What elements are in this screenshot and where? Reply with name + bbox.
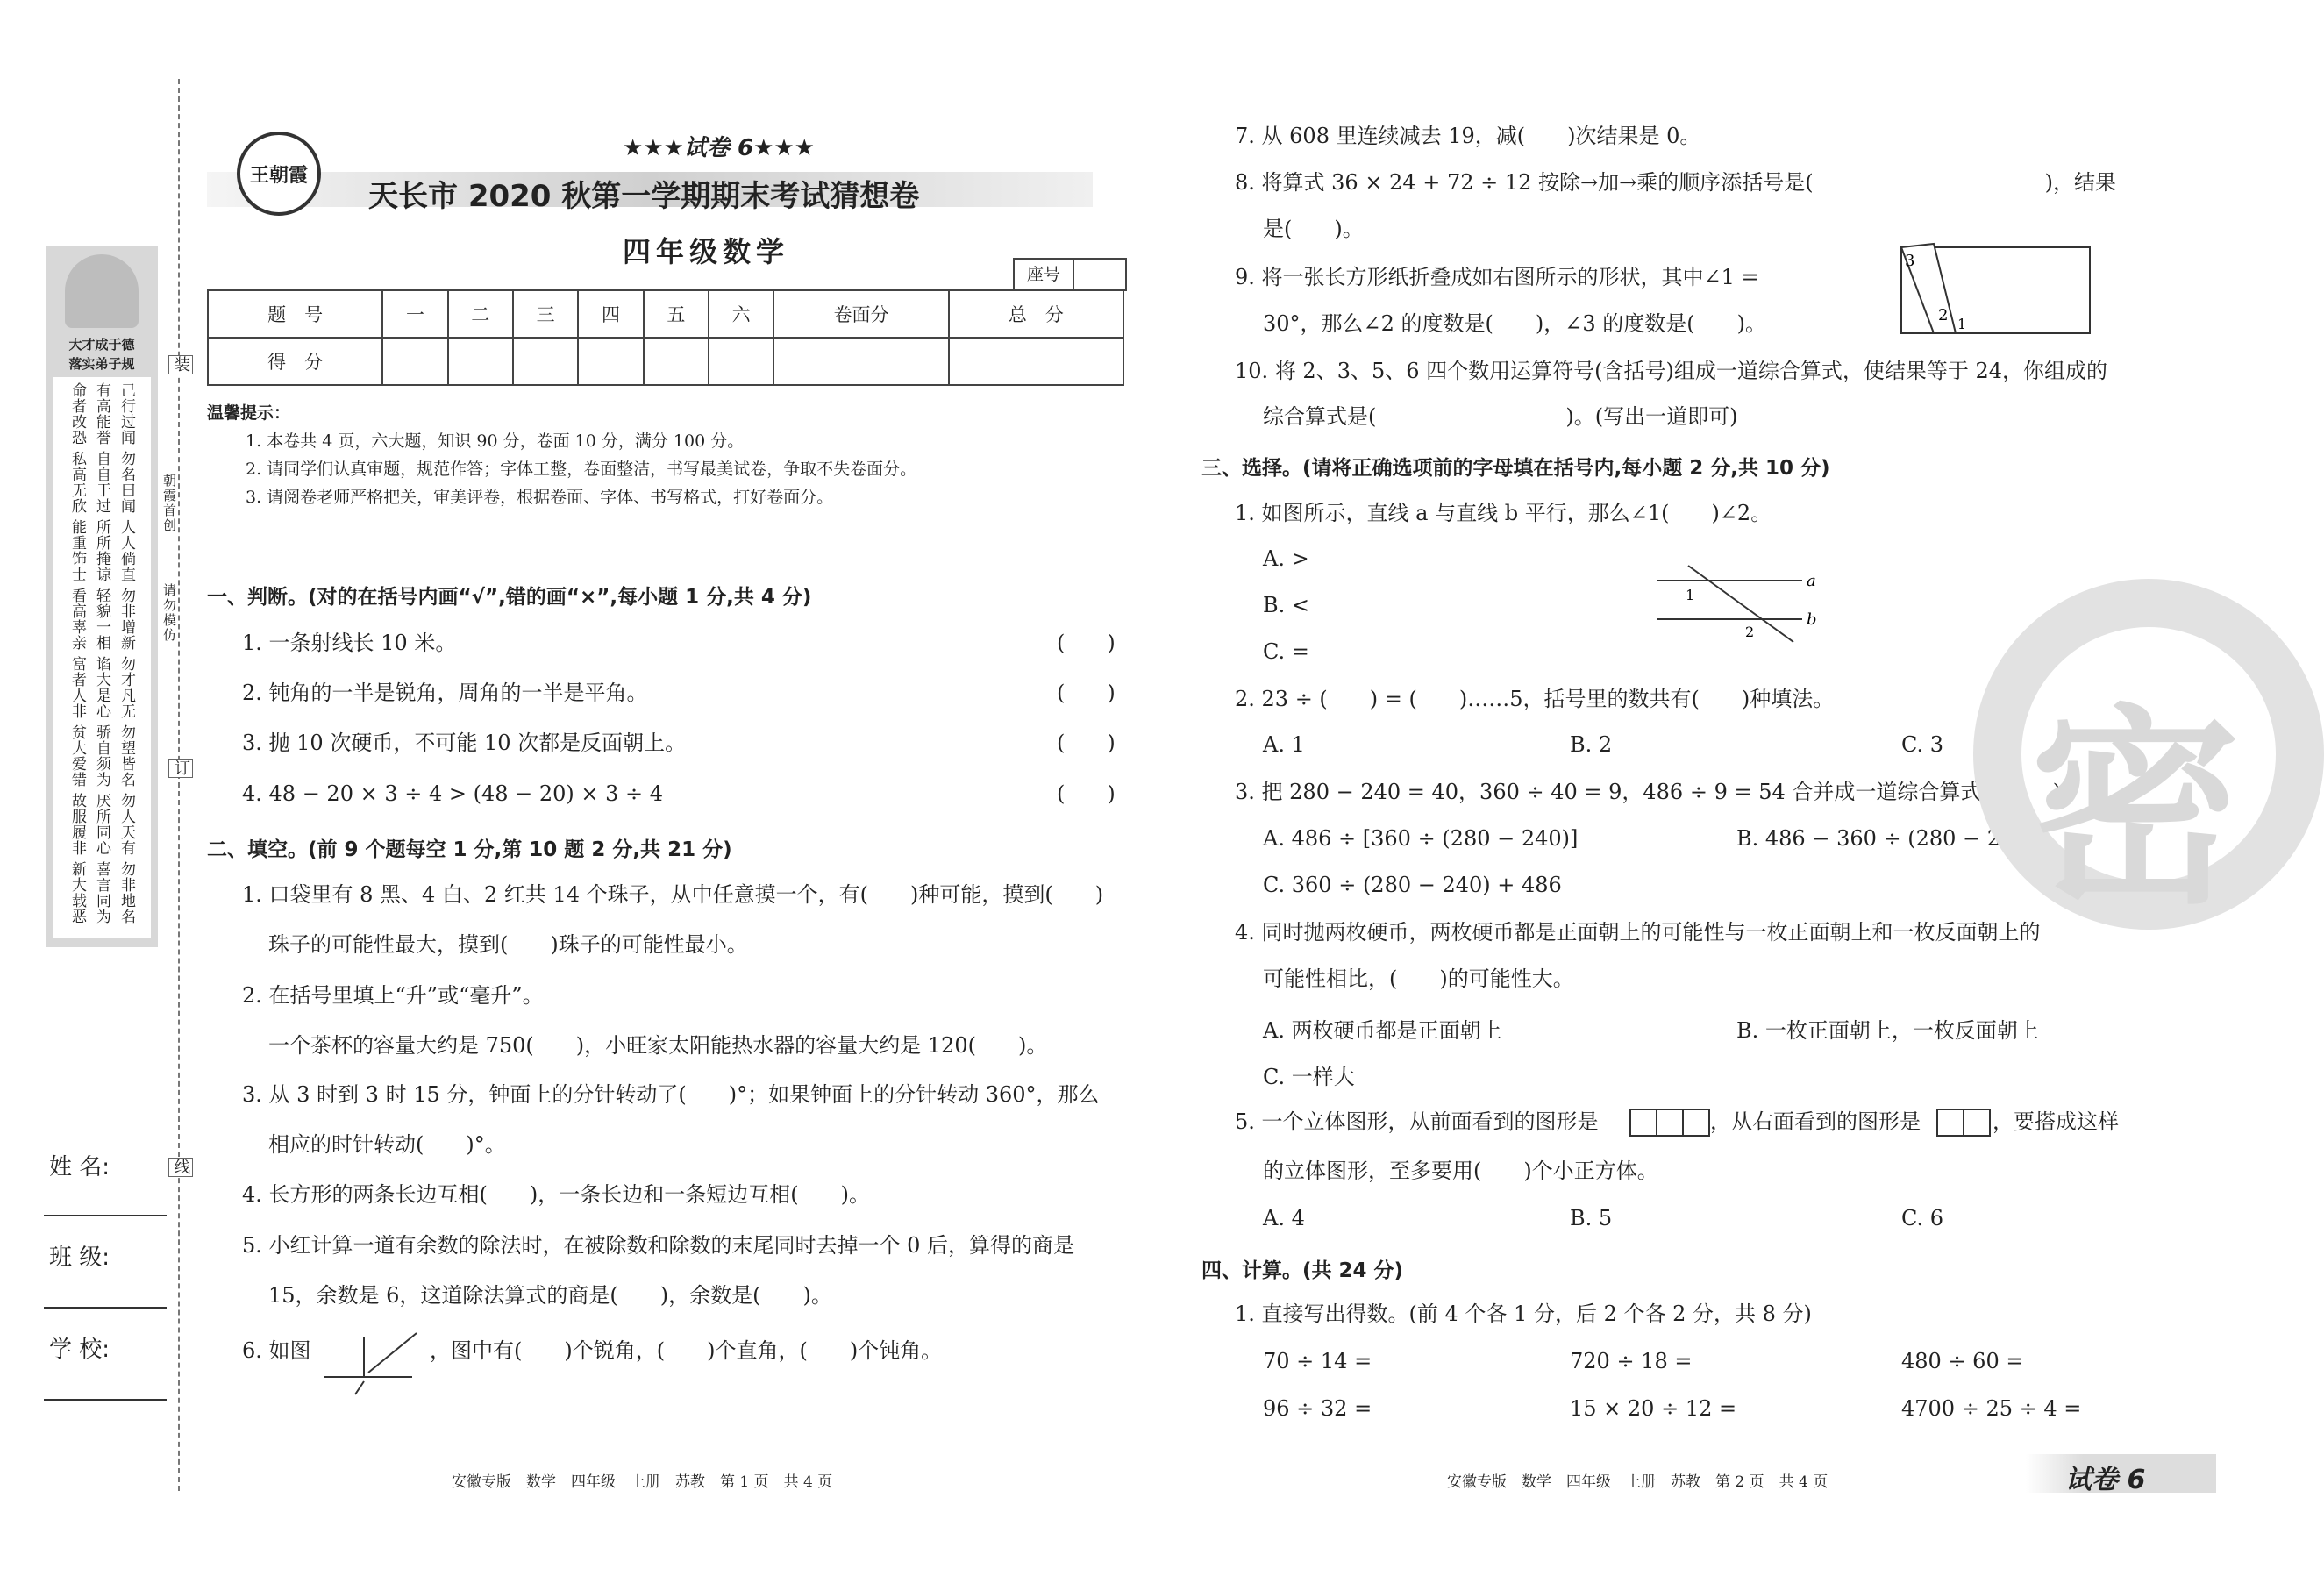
name-label: 姓 名: [49,1154,110,1180]
calc-item: 96 ÷ 32 = [1263,1396,1372,1421]
fill-line: 相应的时针转动( )°。 [268,1132,506,1157]
choice-option[interactable]: B. 5 [1570,1206,1613,1230]
section1-heading: 一、判断。(对的在括号内画“√”,错的画“×”,每小题 1 分,共 4 分) [207,586,812,609]
fold-label-4: 订 [168,759,193,778]
fill-line: 15，余数是 6，这道除法算式的商是( )，余数是( )。 [268,1283,832,1308]
score-table-header-row [208,290,1123,338]
motto-column: 新大载恶 [68,861,86,924]
choice-option[interactable]: B. 一枚正面朝上，一枚反面朝上 [1736,1018,2039,1043]
motto-column: 勿非增新 [118,588,135,651]
right-view-figure [1936,1109,1991,1137]
motto-group [53,451,151,514]
motto-column: 自自于过 [93,451,110,514]
calc-item: 4700 ÷ 25 ÷ 4 = [1901,1396,2082,1421]
motto-column: 命者改恐 [68,382,86,446]
score-input[interactable] [382,338,447,385]
choice-option[interactable]: C. 一样大 [1263,1065,1355,1089]
fill-line: 3. 从 3 时到 3 时 15 分，钟面上的分针转动了( )°；如果钟面上的分针转动 360°，那么 [242,1082,1100,1107]
calc-item: 70 ÷ 14 = [1263,1349,1372,1373]
tips-heading: 温馨提示： [207,403,291,423]
footer-right: 安徽专版 数学 四年级 上册 苏教 第 2 页 共 4 页 [1447,1473,1829,1491]
fill-line: ，图中有( )个锐角，( )个直角，( )个钝角。 [430,1338,943,1363]
motto-column: 骄自须为 [93,724,110,788]
school-label: 学 校: [49,1337,110,1363]
motto-column: 所所掩谅 [93,519,110,582]
calc-item: 720 ÷ 18 = [1570,1349,1693,1373]
score-input[interactable] [578,338,643,385]
paper-tag: ★★★试卷 6★★★ [623,135,815,161]
score-input[interactable] [709,338,773,385]
calc-item: 480 ÷ 60 = [1901,1349,2024,1373]
fold-angle-label: 3 [1905,252,1915,270]
section1-item: 1. 一条射线长 10 米。 [242,631,457,655]
tips-item: 2. 请同学们认真审题，规范作答；字体工整，卷面整洁，书写最美试卷，争取不失卷面分。 [246,460,917,479]
score-cell: 六 [709,290,773,338]
motto-column: 勿才凡无 [118,656,135,719]
school-field[interactable] [44,1399,167,1401]
motto-column: 贫大爱错 [68,724,86,788]
name-field[interactable] [44,1215,167,1216]
section3-heading: 三、选择。(请将正确选项前的字母填在括号内,每小题 2 分,共 10 分) [1201,457,1830,480]
choice-option[interactable]: B. 2 [1570,732,1613,757]
motto-group [53,724,151,788]
choice-question: 2. 23 ÷ ( ) = ( )……5，括号里的数共有( )种填法。 [1235,687,1835,711]
choice-option[interactable]: A. 486 ÷ [360 ÷ (280 − 240)] [1263,826,1579,851]
fill-line: 是( )。 [1263,217,1364,241]
seat-box[interactable] [1013,258,1127,291]
score-row-label: 得 分 [208,338,382,385]
sidebar-motto-2: 落实弟子规 [68,356,135,372]
exam-title: 天长市 2020 秋第一学期期末考试猜想卷 [368,179,920,214]
answer-bracket[interactable]: ( ) [1057,731,1116,755]
score-table-score-row [208,338,1123,385]
sidebar-columns [53,377,151,938]
front-view-figure [1629,1109,1710,1137]
score-cell: 总 分 [949,290,1123,338]
tips-item: 3. 请阅卷老师严格把关，审美评卷，根据卷面、字体、书写格式，打好卷面分。 [246,488,834,507]
fill-line: 9. 将一张长方形纸折叠成如右图所示的形状，其中∠1 = [1235,265,1759,289]
line-label: b [1807,610,1817,629]
choice-question: ，要搭成这样 [1993,1109,2119,1134]
fill-line: 7. 从 608 里连续减去 19，减( )次结果是 0。 [1235,124,1701,148]
fold-label-3: 请勿模仿 [161,583,177,643]
motto-group [53,656,151,719]
score-cell: 四 [578,290,643,338]
motto-group [53,519,151,582]
footer-left: 安徽专版 数学 四年级 上册 苏教 第 1 页 共 4 页 [452,1473,833,1491]
motto-column: 人人倘直 [118,519,135,582]
motto-column: 私高无欣 [68,451,86,514]
tips-block [207,399,916,511]
fill-line: 综合算式是( )。(写出一道即可) [1263,404,1738,429]
class-label: 班 级: [49,1245,110,1271]
parallel-lines-figure [1649,561,1824,649]
fill-line: 6. 如图 [242,1338,311,1363]
angle-figure [316,1329,430,1399]
score-cell: 二 [448,290,513,338]
motto-column: 勿非地名 [118,861,135,924]
fold-label-1: 装 [168,355,193,374]
score-cell: 三 [513,290,578,338]
calc-item: 15 × 20 ÷ 12 = [1570,1396,1737,1421]
seat-label: 座号 [1015,260,1074,289]
section2-heading: 二、填空。(前 9 个题每空 1 分,第 10 题 2 分,共 21 分) [207,838,732,861]
motto-column: 勿名曰闻 [118,451,135,514]
fold-angle-label: 1 [1957,316,1967,332]
choice-option[interactable]: C. 360 ÷ (280 − 240) + 486 [1263,873,1562,897]
answer-bracket[interactable]: ( ) [1057,631,1116,655]
score-cell: 卷面分 [773,290,948,338]
calc-instruction: 1. 直接写出得数。(前 4 个各 1 分，后 2 个各 2 分，共 8 分) [1235,1302,1812,1326]
motto-group [53,382,151,446]
choice-question: 5. 一个立体图形，从前面看到的图形是 [1235,1109,1599,1134]
tips-item: 1. 本卷共 4 页，六大题，知识 90 分，卷面 10 分，满分 100 分。 [246,431,745,451]
section1-item: 3. 抛 10 次硬币，不可能 10 次都是反面朝上。 [242,731,687,755]
fill-line: 4. 长方形的两条长边互相( )，一条长边和一条短边互相( )。 [242,1182,870,1207]
sidebar-figure [65,254,139,328]
line-label: a [1807,572,1816,590]
section1-item: 2. 钝角的一半是锐角，周角的一半是平角。 [242,681,648,705]
fill-line: 10. 将 2、3、5、6 四个数用运算符号(含括号)组成一道综合算式，使结果等于 24，你组成的 [1235,359,2108,383]
fill-line: 1. 口袋里有 8 黑、4 白、2 红共 14 个珠子，从中任意摸一个，有( )种可能，摸到( ) [242,882,1104,907]
score-input[interactable] [644,338,709,385]
score-cell: 一 [382,290,447,338]
motto-column: 勿人天有 [118,793,135,856]
fold-label-2: 朝霞首创 [161,474,177,533]
motto-column: 有高能誉 [93,382,110,446]
fill-line: 珠子的可能性最大，摸到( )珠子的可能性最小。 [268,932,748,957]
choice-option[interactable]: C. = [1263,639,1309,664]
score-cell: 题 号 [208,290,382,338]
score-cell: 五 [644,290,709,338]
motto-column: 故服履非 [68,793,86,856]
motto-column: 喜言同为 [93,861,110,924]
motto-column: 谄大是心 [93,656,110,719]
fill-line: 2. 在括号里填上“升”或“毫升”。 [242,983,544,1008]
motto-column: 勿望皆名 [118,724,135,788]
motto-group [53,793,151,856]
footer-tag: 试卷 6 [2065,1465,2146,1495]
choice-question: 可能性相比，( )的可能性大。 [1263,966,1574,991]
section1-item: 4. 48 − 20 × 3 ÷ 4 > (48 − 20) × 3 ÷ 4 [242,781,664,806]
motto-group [53,588,151,651]
choice-option[interactable]: C. 6 [1901,1206,1944,1230]
motto-column: 厌所同心 [93,793,110,856]
score-input[interactable] [513,338,578,385]
choice-option[interactable]: A. 4 [1263,1206,1305,1230]
exam-subject: 四年级数学 [623,235,790,268]
score-table [207,289,1124,386]
binding-line [178,79,180,1491]
angle-label: 1 [1686,587,1695,603]
class-field[interactable] [44,1307,167,1309]
choice-question: ，从右面看到的图形是 [1710,1109,1921,1134]
logo-text: 王朝霞 [249,163,308,187]
folded-paper-figure [1894,237,2096,342]
choice-option[interactable]: C. 3 [1901,732,1944,757]
motto-column: 富者人非 [68,656,86,719]
choice-option[interactable]: A. > [1263,546,1309,571]
fill-line: 8. 将算式 36 × 24 + 72 ÷ 12 按除→加→乘的顺序添括号是( )，结果 [1235,170,2116,195]
sidebar-motto-1: 大才成于德 [68,337,135,353]
fill-line: 5. 小红计算一道有余数的除法时，在被除数和除数的末尾同时去掉一个 0 后，算得的商是 [242,1233,1075,1258]
fill-line: 30°，那么∠2 的度数是( )，∠3 的度数是( )。 [1263,311,1767,336]
motto-column: 能重饰士 [68,519,86,582]
choice-question: 的立体图形，至多要用( )个小正方体。 [1263,1159,1658,1183]
choice-question: 3. 把 280 − 240 = 40，360 ÷ 40 = 9，486 ÷ 9 = 54 合并成一道综合算式是( )。 [1235,780,2083,804]
sidebar-panel [46,246,158,947]
motto-group [53,861,151,924]
score-input[interactable] [949,338,1123,385]
motto-column: 己行过闻 [118,382,135,446]
fill-line: 一个茶杯的容量大约是 750( )，小旺家太阳能热水器的容量大约是 120( )。 [268,1033,1048,1058]
secret-watermark-char: 密 [2030,687,2242,932]
logo-seal [237,132,321,216]
fold-label-5: 线 [168,1158,193,1177]
choice-question: 1. 如图所示，直线 a 与直线 b 平行，那么∠1( )∠2。 [1235,501,1772,525]
fold-angle-label: 2 [1938,306,1949,324]
choice-question: 4. 同时抛两枚硬币，两枚硬币都是正面朝上的可能性与一枚正面朝上和一枚反面朝上的 [1235,920,2041,945]
score-input[interactable] [773,338,948,385]
answer-bracket[interactable]: ( ) [1057,781,1116,806]
motto-column: 看高辜亲 [68,588,86,651]
answer-bracket[interactable]: ( ) [1057,681,1116,705]
choice-option[interactable]: A. 1 [1263,732,1305,757]
angle-label: 2 [1745,624,1755,640]
motto-column: 轻貌一相 [93,588,110,651]
score-input[interactable] [448,338,513,385]
choice-option[interactable]: A. 两枚硬币都是正面朝上 [1263,1018,1502,1043]
choice-option[interactable]: B. 486 − 360 ÷ (280 − 240) [1736,826,2035,851]
section4-heading: 四、计算。(共 24 分) [1201,1259,1404,1282]
choice-option[interactable]: B. < [1263,593,1310,617]
